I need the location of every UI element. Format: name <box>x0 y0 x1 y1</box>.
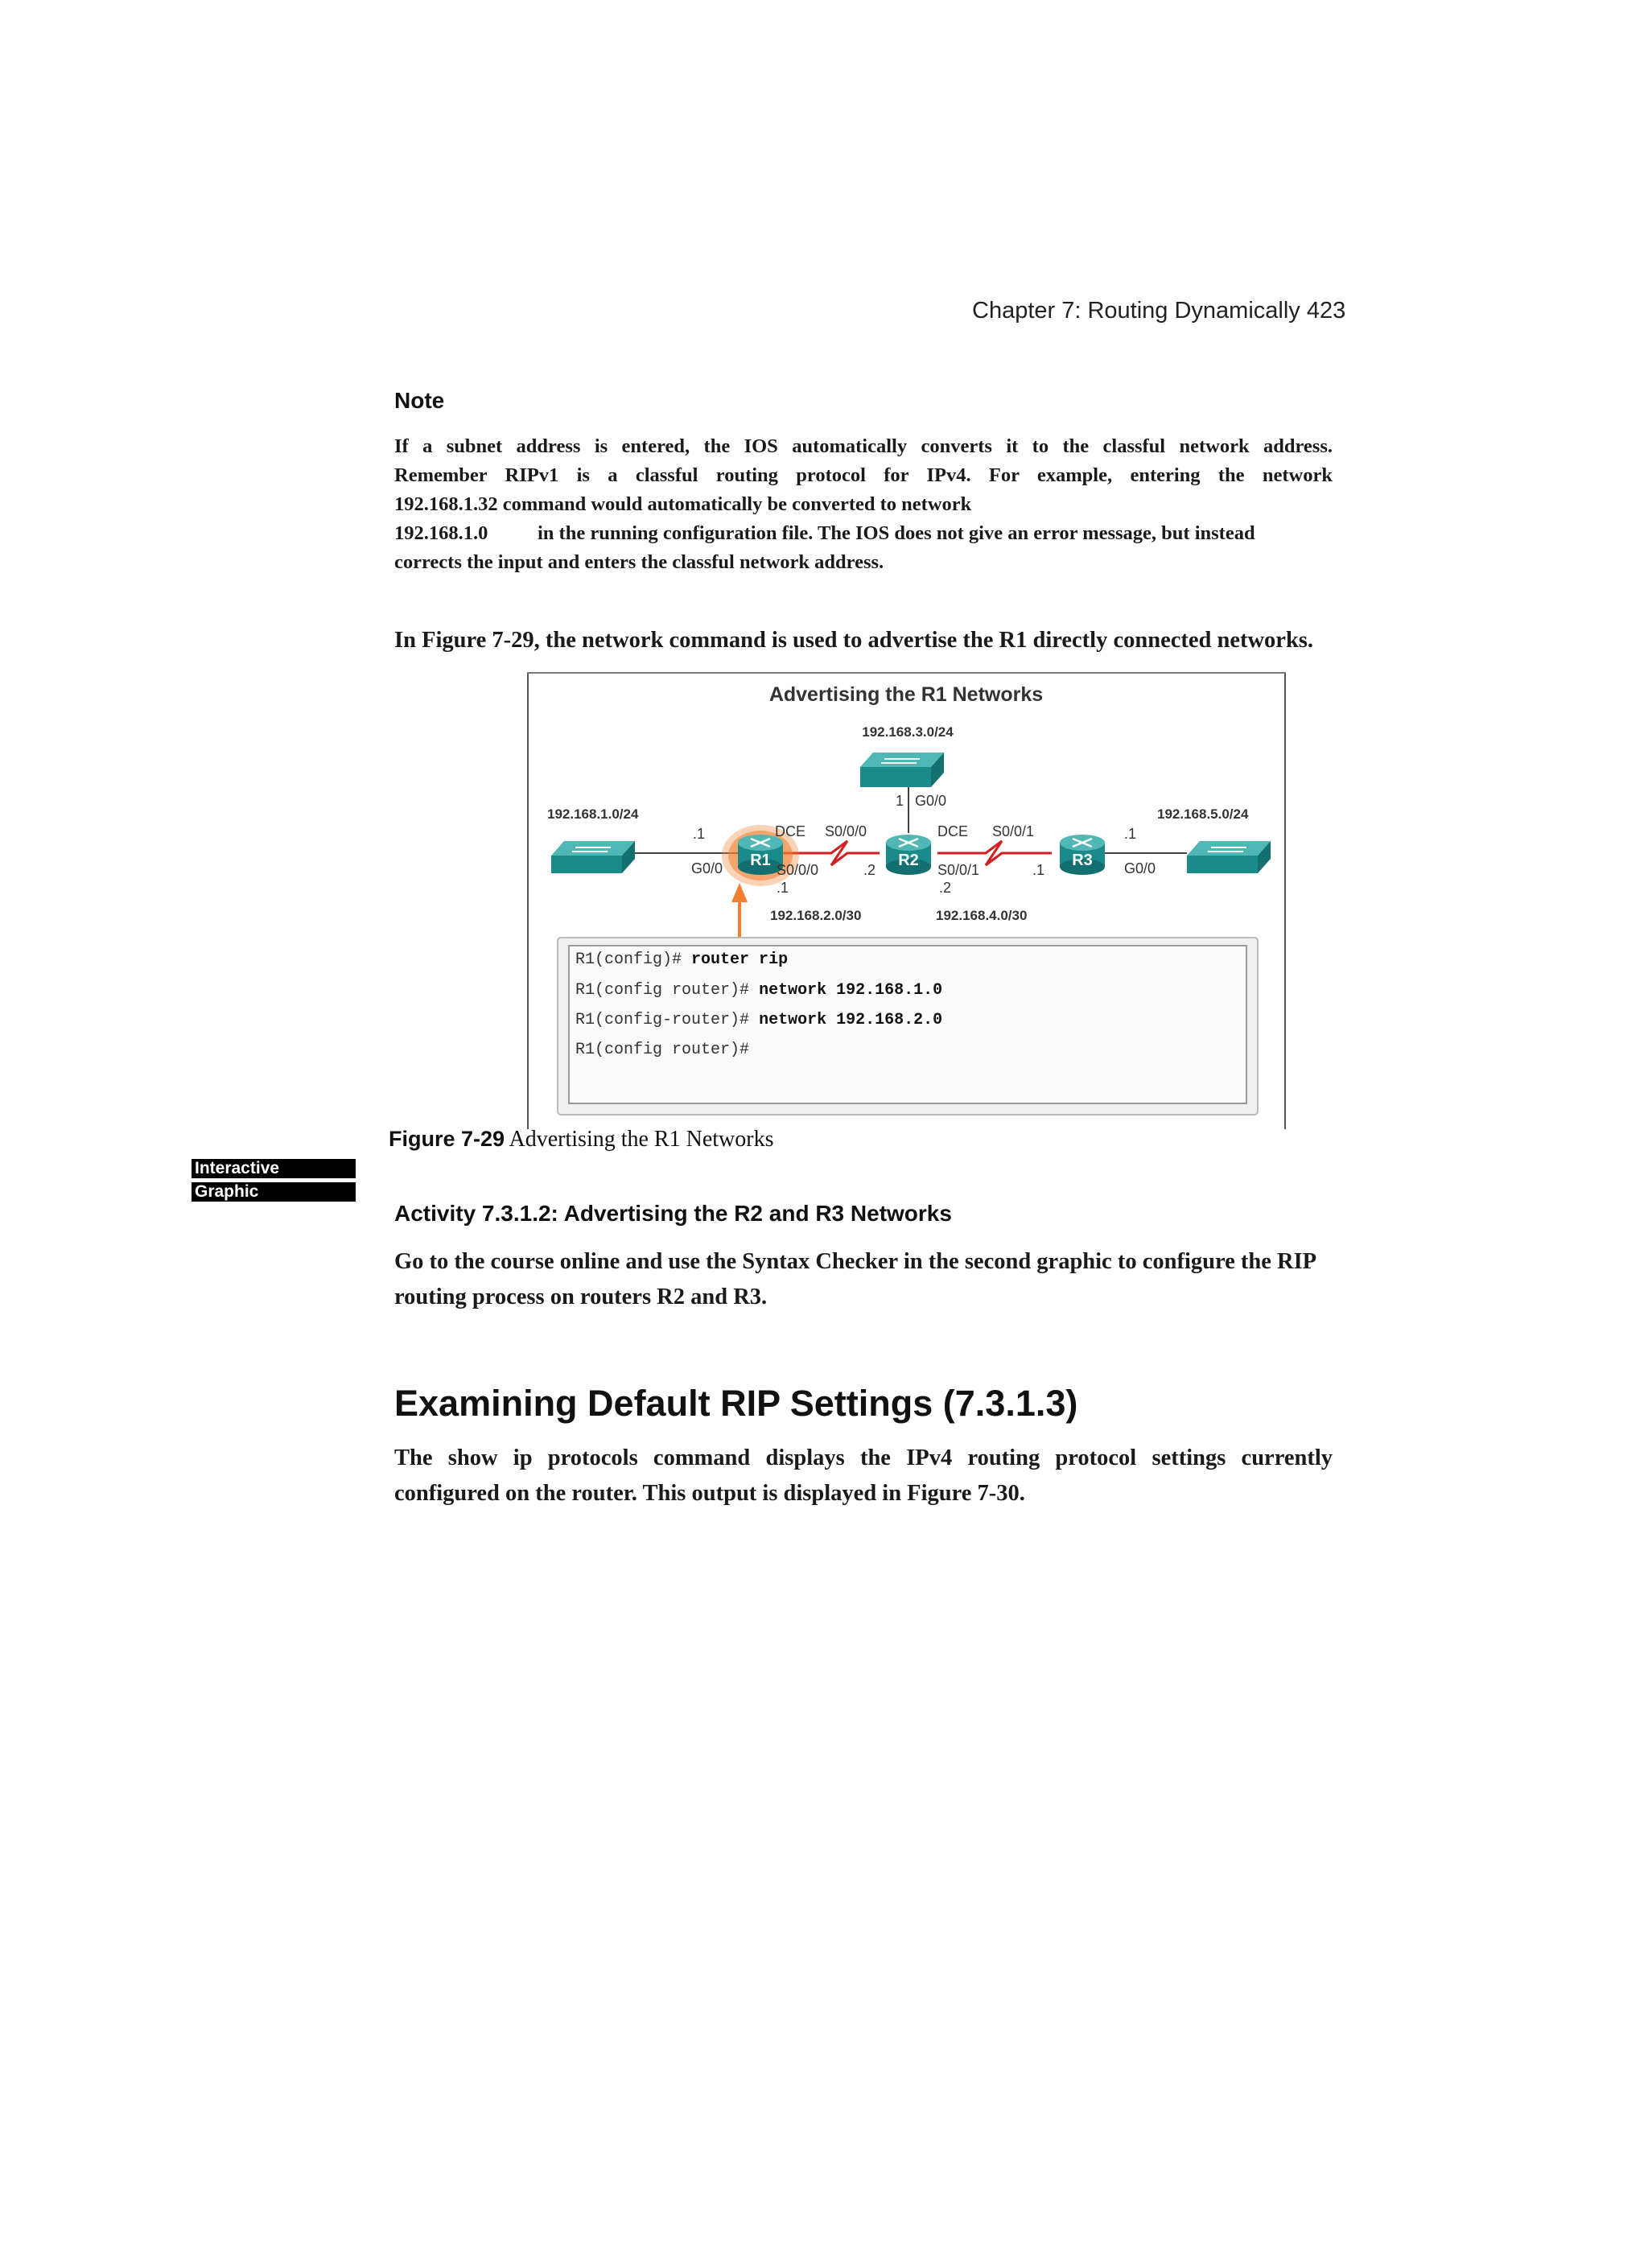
figure-caption <box>389 1127 773 1153</box>
figure-caption-label: Figure 7-29 <box>389 1127 505 1151</box>
switch-top-icon <box>860 753 944 787</box>
switch-left-icon <box>551 841 635 873</box>
section-line-1: The show ip protocols command displays the IPv4 routing protocol settings currently <box>394 1445 1333 1470</box>
label-r1-dce: DCE <box>775 823 806 839</box>
label-r2-s001-top: S0/0/1 <box>992 823 1035 839</box>
activity-line-2: routing process on routers R2 and R3. <box>394 1285 768 1309</box>
label-net-left: 192.168.1.0/24 <box>547 806 639 822</box>
cli-command-1: router rip <box>691 950 789 969</box>
label-r2-s001-addr: .2 <box>939 880 952 896</box>
figure-7-29 <box>527 672 1286 1129</box>
diagram-title: Advertising the R1 Networks <box>768 683 1044 706</box>
label-r2-s000-top: S0/0/0 <box>825 823 867 839</box>
router-r2-label: R2 <box>898 852 919 869</box>
svg-text:R1(config)# router rip <box>575 950 788 969</box>
cli-prompt-1: R1(config)# <box>575 950 682 969</box>
cli-prompt-3: R1(config-router)# <box>575 1011 750 1029</box>
router-r3-label: R3 <box>1072 852 1093 869</box>
switch-right-icon <box>1187 841 1271 873</box>
note-line-4b: in the running configuration file. The IOS does not give an error message, but instead <box>538 522 1255 544</box>
label-r3-g00: G0/0 <box>1124 860 1156 876</box>
label-r1-g00: G0/0 <box>691 860 723 876</box>
note-line-5: corrects the input and enters the classful network address. <box>394 551 884 573</box>
label-r2-g00: G0/0 <box>915 793 947 809</box>
cli-command-3: network 192.168.2.0 <box>759 1011 943 1029</box>
label-link-2: 192.168.4.0/30 <box>936 908 1028 923</box>
running-header: Chapter 7: Routing Dynamically 423 <box>972 298 1346 324</box>
section-heading: Examining Default RIP Settings (7.3.1.3) <box>394 1383 1078 1424</box>
label-r1-s000: S0/0/0 <box>777 862 819 878</box>
cli-prompt-2: R1(config router)# <box>575 981 750 1000</box>
label-r2-s000-addr: .2 <box>863 862 876 878</box>
cli-command-2: network 192.168.1.0 <box>759 981 943 1000</box>
graphic-tag: Graphic <box>192 1182 356 1202</box>
label-r1-g00-addr: .1 <box>693 826 706 842</box>
label-link-1: 192.168.2.0/30 <box>770 908 862 923</box>
section-line-2: configured on the router. This output is displayed in Figure 7-30. <box>394 1481 1025 1506</box>
network-diagram <box>527 672 1286 1129</box>
label-r2-g00-addr: 1 <box>896 793 904 809</box>
label-net-right: 192.168.5.0/24 <box>1157 806 1249 822</box>
note-line-2: Remember RIPv1 is a classful routing protocol for IPv4. For example, entering the network <box>394 464 1333 486</box>
svg-text:R1(config router)# network 192 <box>575 981 942 1000</box>
svg-text:R1(config router)# <box>575 1041 749 1059</box>
cli-prompt-4: R1(config router)# <box>575 1041 750 1059</box>
label-r3-s001-addr: .1 <box>1032 862 1045 878</box>
note-title: Note <box>394 388 445 413</box>
label-r2-dce: DCE <box>937 823 969 839</box>
activity-title: Activity 7.3.1.2: Advertising the R2 and R3 Networks <box>394 1201 952 1226</box>
note-line-1: If a subnet address is entered, the IOS automatically converts it to the classful network address. <box>394 435 1333 457</box>
figure-caption-text: Advertising the R1 Networks <box>509 1127 774 1152</box>
note-line-3: 192.168.1.32 command would automatically be converted to network <box>394 493 972 515</box>
label-r3-g00-addr: .1 <box>1124 826 1137 842</box>
svg-text:R1(config-router)# network 192 <box>575 1011 942 1029</box>
interactive-tag: Interactive <box>192 1159 356 1178</box>
activity-line-1: Go to the course online and use the Syntax Checker in the second graphic to configure the RIP <box>394 1249 1317 1274</box>
intro-paragraph: In Figure 7-29, the network command is used to advertise the R1 directly connected networks. <box>394 628 1314 653</box>
note-line-4a: 192.168.1.0 <box>394 522 488 544</box>
label-r2-s001: S0/0/1 <box>937 862 980 878</box>
router-r1-label: R1 <box>750 852 771 869</box>
label-r1-s000-addr: .1 <box>777 880 789 896</box>
label-net-top: 192.168.3.0/24 <box>862 724 954 740</box>
arrow-to-r1-icon <box>731 883 748 938</box>
